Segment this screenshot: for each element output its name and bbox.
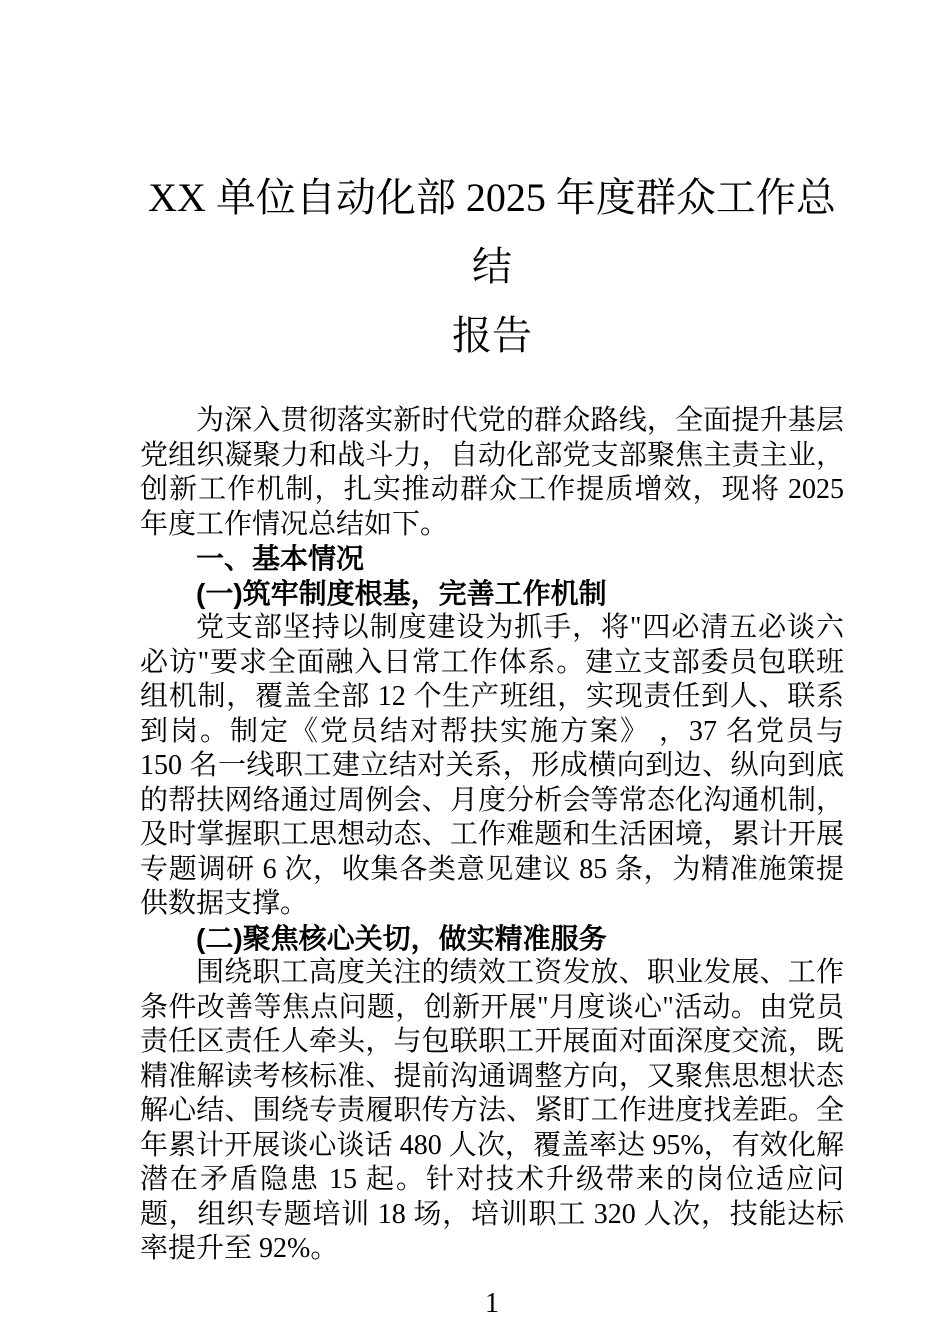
subsection-heading: (一)筑牢制度根基，完善工作机制 (196, 577, 607, 609)
document-title (140, 163, 844, 370)
subsection-heading: (二)聚焦核心关切，做实精准服务 (196, 922, 607, 954)
body-paragraph: 党支部坚持以制度建设为抓手，将"四必清五必谈六必访"要求全面融入日常工作体系。建立支部委员包联班组机制，覆盖全部 12 个生产班组，实现责任到人、联系到岗。制定《党员结对帮扶实施方案》 ，37 名党员与 150 名一线职工建立结对关系，形成横向到边、纵向到底的帮扶网络通过周例会、月度分析会等常态化沟通机制，及时掌握职工思想动态、工作难题和生活困境，累计开展专题调研 6 次，收集各类意见建议 85 条，为精准施策提供数据支撑。 (140, 612, 844, 919)
document-title-line-2: 报告 (452, 313, 532, 358)
document-body (140, 404, 844, 1267)
document-title-line-1: XX 单位自动化部 2025 年度群众工作总结 (148, 175, 836, 289)
section-heading: 一、基本情况 (196, 543, 365, 574)
page-number: 1 (485, 1287, 499, 1319)
body-paragraph: 围绕职工高度关注的绩效工资发放、职业发展、工作条件改善等焦点问题，创新开展"月度谈心"活动。由党员责任区责任人牵头，与包联职工开展面对面深度交流，既精准解读考核标准、提前沟通调整方向，又聚焦思想状态解心结、围绕专责履职传方法、紧盯工作进度找差距。全年累计开展谈心谈话 480 人次，覆盖率达 95%，有效化解潜在矛盾隐患 15 起。针对技术升级带来的岗位适应问题，组织专题培训 18 场，培训职工 320 人次，技能达标率提升至 92%。 (140, 957, 844, 1264)
body-paragraph: 为深入贯彻落实新时代党的群众路线，全面提升基层党组织凝聚力和战斗力，自动化部党支部聚焦主责主业，创新工作机制，扎实推动群众工作提质增效，现将 2025 年度工作情况总结如下。 (140, 405, 844, 540)
